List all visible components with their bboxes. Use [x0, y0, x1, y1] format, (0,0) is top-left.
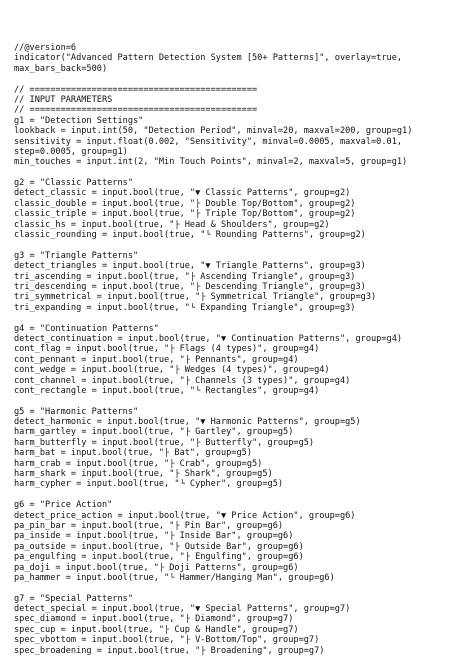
code-line: g1 = "Detection Settings" — [14, 115, 144, 126]
code-line: harm_cypher = input.bool(true, "└ Cypher", group=g5) — [14, 479, 284, 490]
blank-line — [14, 313, 464, 323]
blank-line — [14, 168, 464, 178]
blank-line — [14, 490, 464, 500]
code-line: spec_vbottom = input.bool(true, "├ V-Bottom/Top", group=g7) — [14, 635, 320, 646]
code-line: detect_continuation = input.bool(true, "▼ Continuation Patterns", group=g4) — [14, 333, 403, 344]
code-line: cont_flag = input.bool(true, "├ Flags (4 types)", group=g4) — [14, 344, 320, 355]
blank-line — [14, 396, 464, 406]
code-line: tri_ascending = input.bool(true, "├ Ascending Triangle", group=g3) — [14, 271, 356, 282]
code-line: lookback = input.int(50, "Detection Period", minval=20, maxval=200, group=g1) — [14, 126, 413, 137]
code-line: detect_triangles = input.bool(true, "▼ Triangle Patterns", group=g3) — [14, 261, 366, 272]
code-line: g4 = "Continuation Patterns" — [14, 323, 159, 334]
code-line: harm_shark = input.bool(true, "├ Shark", group=g5) — [14, 469, 273, 480]
code-line: // ============================================ — [14, 105, 258, 116]
blank-line — [14, 74, 464, 84]
code-line: detect_harmonic = input.bool(true, "▼ Harmonic Patterns", group=g5) — [14, 417, 361, 428]
code-listing — [14, 43, 464, 656]
code-line: spec_cup = input.bool(true, "├ Cup & Handle", group=g7) — [14, 624, 299, 635]
code-line: classic_hs = input.bool(true, "├ Head & Shoulders", group=g2) — [14, 219, 330, 230]
code-line: classic_rounding = input.bool(true, "└ Rounding Patterns", group=g2) — [14, 230, 366, 241]
code-line: sensitivity = input.float(0.002, "Sensitivity", minval=0.0005, maxval=0.01, — [14, 136, 403, 147]
code-line: cont_pennant = input.bool(true, "├ Pennants", group=g4) — [14, 354, 299, 365]
blank-line — [14, 583, 464, 593]
code-line: classic_triple = input.bool(true, "├ Triple Top/Bottom", group=g2) — [14, 209, 356, 220]
blank-line — [14, 240, 464, 250]
code-line: harm_gartley = input.bool(true, "├ Gartley", group=g5) — [14, 427, 294, 438]
code-line: spec_broadening = input.bool(true, "├ Broadening", group=g7) — [14, 645, 325, 656]
code-line: spec_diamond = input.bool(true, "├ Diamond", group=g7) — [14, 614, 294, 625]
code-line: // INPUT PARAMETERS — [14, 94, 113, 105]
code-line: detect_price_action = input.bool(true, "▼ Price Action", group=g6) — [14, 510, 356, 521]
code-line: g5 = "Harmonic Patterns" — [14, 406, 139, 417]
code-line: max_bars_back=500) — [14, 63, 108, 74]
code-line: tri_descending = input.bool(true, "├ Descending Triangle", group=g3) — [14, 281, 366, 292]
code-line: harm_crab = input.bool(true, "├ Crab", group=g5) — [14, 458, 263, 469]
code-line: detect_special = input.bool(true, "▼ Special Patterns", group=g7) — [14, 604, 351, 615]
code-line: g7 = "Special Patterns" — [14, 593, 133, 604]
code-line: // ============================================ — [14, 84, 258, 95]
code-line: step=0.0005, group=g1) — [14, 146, 128, 157]
code-line: //@version=6 — [14, 43, 77, 53]
code-line: tri_symmetrical = input.bool(true, "├ Symmetrical Triangle", group=g3) — [14, 292, 377, 303]
code-line: cont_channel = input.bool(true, "├ Channels (3 types)", group=g4) — [14, 375, 351, 386]
code-line: pa_outside = input.bool(true, "├ Outside Bar", group=g6) — [14, 541, 304, 552]
code-line: pa_pin_bar = input.bool(true, "├ Pin Bar", group=g6) — [14, 520, 284, 531]
code-line: detect_classic = input.bool(true, "▼ Classic Patterns", group=g2) — [14, 188, 351, 199]
code-line: harm_butterfly = input.bool(true, "├ Butterfly", group=g5) — [14, 437, 315, 448]
code-line: indicator("Advanced Pattern Detection System [50+ Patterns]", overlay=true, — [14, 53, 403, 64]
code-line: cont_rectangle = input.bool(true, "└ Rectangles", group=g4) — [14, 385, 320, 396]
code-line: g2 = "Classic Patterns" — [14, 178, 133, 189]
code-line: pa_engulfing = input.bool(true, "├ Engulfing", group=g6) — [14, 552, 304, 563]
code-line: g3 = "Triangle Patterns" — [14, 250, 139, 261]
code-line: cont_wedge = input.bool(true, "├ Wedges (4 types)", group=g4) — [14, 365, 330, 376]
code-line: harm_bat = input.bool(true, "├ Bat", group=g5) — [14, 448, 252, 459]
code-line: pa_inside = input.bool(true, "├ Inside Bar", group=g6) — [14, 531, 294, 542]
code-line: g6 = "Price Action" — [14, 500, 113, 511]
code-line: min_touches = input.int(2, "Min Touch Points", minval=2, maxval=5, group=g1) — [14, 157, 408, 168]
code-line: classic_double = input.bool(true, "├ Double Top/Bottom", group=g2) — [14, 198, 356, 209]
code-line: pa_doji = input.bool(true, "├ Doji Patterns", group=g6) — [14, 562, 299, 573]
code-line: pa_hammer = input.bool(true, "└ Hammer/Hanging Man", group=g6) — [14, 572, 335, 583]
code-line: tri_expanding = input.bool(true, "└ Expanding Triangle", group=g3) — [14, 302, 356, 313]
